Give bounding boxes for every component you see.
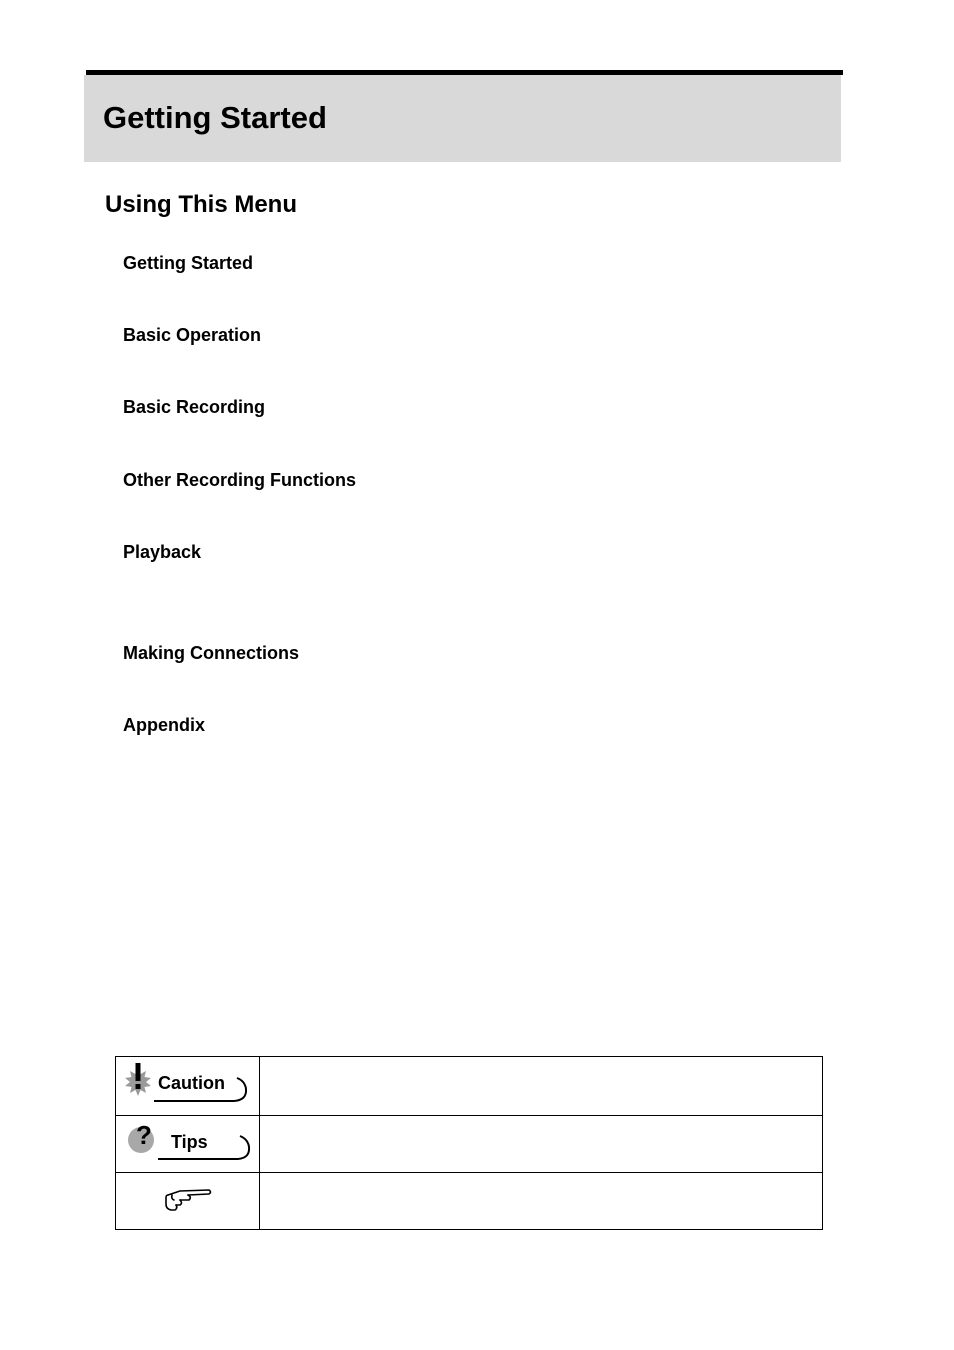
menu-item-other-recording-functions[interactable]: Other Recording Functions — [123, 470, 357, 490]
menu-item-getting-started[interactable]: Getting Started — [123, 253, 254, 273]
legend-icon-cell — [116, 1116, 260, 1173]
legend-icon-cell — [116, 1057, 260, 1116]
legend-row-reference — [116, 1173, 823, 1230]
pointing-hand-icon — [116, 1173, 259, 1229]
tips-badge — [116, 1116, 259, 1172]
legend-tips-description — [260, 1116, 823, 1173]
menu-item-playback[interactable]: Playback — [123, 542, 202, 562]
legend-caution-description — [260, 1057, 823, 1116]
page-title: Getting Started — [103, 100, 327, 135]
reference-badge — [116, 1173, 259, 1229]
legend-row-tips — [116, 1116, 823, 1173]
legend-row-caution — [116, 1057, 823, 1116]
legend-reference-description — [260, 1173, 823, 1230]
svg-text:?: ? — [136, 1120, 152, 1150]
menu-item-basic-operation[interactable]: Basic Operation — [123, 325, 262, 345]
caution-badge — [116, 1058, 259, 1114]
legend-icon-cell — [116, 1173, 260, 1230]
icon-legend-table — [115, 1056, 823, 1230]
section-title: Using This Menu — [105, 191, 297, 218]
caution-label: Caution — [158, 1073, 225, 1093]
menu-item-appendix[interactable]: Appendix — [123, 715, 206, 735]
menu-item-basic-recording[interactable]: Basic Recording — [123, 397, 266, 417]
tips-label: Tips — [171, 1132, 208, 1152]
menu-item-making-connections[interactable]: Making Connections — [123, 643, 300, 663]
